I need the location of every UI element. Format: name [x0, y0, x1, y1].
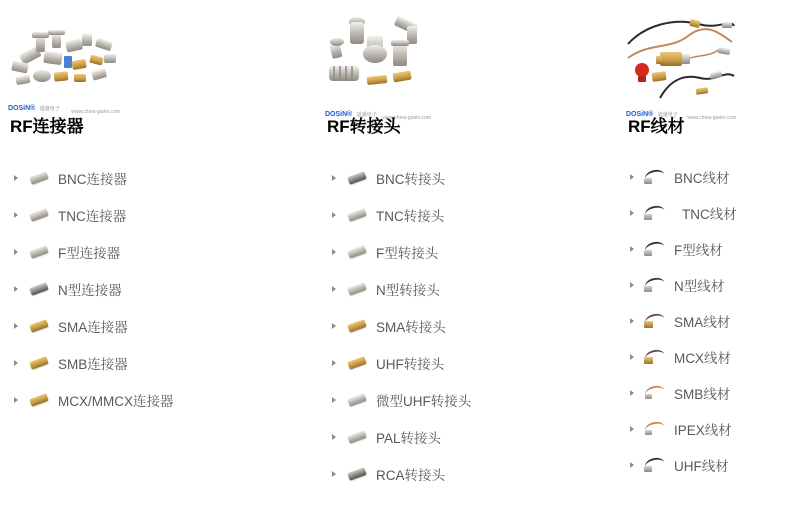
list-item-n-adapter[interactable] — [325, 270, 615, 307]
item-thumbnail — [344, 205, 370, 225]
item-thumbnail — [642, 203, 668, 223]
chevron-right-icon — [332, 397, 336, 403]
chevron-right-icon — [630, 246, 634, 252]
rf-adapters-collage-image — [325, 14, 431, 100]
chevron-right-icon — [14, 323, 18, 329]
item-thumbnail — [26, 316, 52, 336]
dosin-logo: DOSiN® — [325, 111, 353, 118]
item-label: TNC线材 — [682, 207, 737, 222]
chevron-right-icon — [332, 175, 336, 181]
chevron-right-icon — [14, 212, 18, 218]
dosin-logo-cn: 道盛电子 — [356, 112, 377, 118]
list-item-mcx-cable[interactable] — [626, 339, 796, 375]
rf-connectors-collage-image — [8, 26, 120, 94]
list-item-uhf-adapter[interactable] — [325, 344, 615, 381]
item-thumbnail — [344, 390, 370, 410]
item-thumbnail — [26, 168, 52, 188]
item-label: PAL转接头 — [376, 430, 442, 446]
dosin-logo-cn: 道盛电子 — [657, 112, 678, 118]
item-thumbnail — [642, 167, 668, 187]
item-thumbnail — [26, 242, 52, 262]
item-label: N型连接器 — [58, 282, 122, 298]
list-item-f-connector[interactable] — [8, 233, 308, 270]
rf-adapters-list — [325, 159, 615, 492]
item-label: IPEX线材 — [674, 423, 732, 438]
list-item-bnc-cable[interactable] — [626, 159, 796, 195]
category-column-rf-adapters — [325, 0, 615, 512]
item-label: SMA线材 — [674, 315, 731, 330]
dosin-logo-cn: 道盛电子 — [39, 106, 60, 112]
list-item-sma-connector[interactable] — [8, 307, 308, 344]
item-label: SMA转接头 — [376, 319, 446, 335]
category-title-rf-cables[interactable]: RF线材 — [628, 117, 685, 136]
item-label: UHF转接头 — [376, 356, 445, 372]
list-item-pal-adapter[interactable] — [325, 418, 615, 455]
item-thumbnail — [344, 316, 370, 336]
item-thumbnail — [26, 205, 52, 225]
chevron-right-icon — [630, 282, 634, 288]
list-item-uhf-cable[interactable] — [626, 447, 796, 483]
list-item-n-cable[interactable] — [626, 267, 796, 303]
item-label: 微型UHF转接头 — [376, 393, 472, 409]
item-label: TNC转接头 — [376, 208, 445, 224]
chevron-right-icon — [630, 354, 634, 360]
category-photo-rf-connectors[interactable] — [8, 26, 120, 115]
dosin-logo: DOSiN® — [8, 105, 36, 112]
list-item-tnc-adapter[interactable] — [325, 196, 615, 233]
list-item-smb-cable[interactable] — [626, 375, 796, 411]
item-thumbnail — [26, 279, 52, 299]
item-thumbnail — [26, 390, 52, 410]
category-column-rf-cables — [626, 0, 796, 512]
item-thumbnail — [344, 427, 370, 447]
item-thumbnail — [344, 464, 370, 484]
item-label: BNC转接头 — [376, 171, 446, 187]
rf-cables-list — [626, 159, 796, 483]
item-thumbnail — [344, 353, 370, 373]
chevron-right-icon — [630, 426, 634, 432]
chevron-right-icon — [332, 212, 336, 218]
brand-url: www.china-gaoin.com — [71, 109, 120, 115]
rf-connectors-list — [8, 159, 308, 418]
category-title-rf-connectors[interactable]: RF连接器 — [10, 117, 84, 136]
list-item-sma-adapter[interactable] — [325, 307, 615, 344]
chevron-right-icon — [630, 462, 634, 468]
chevron-right-icon — [332, 323, 336, 329]
category-column-rf-connectors — [8, 0, 308, 512]
item-label: BNC连接器 — [58, 171, 128, 187]
item-label: F型转接头 — [376, 245, 439, 261]
list-item-f-adapter[interactable] — [325, 233, 615, 270]
chevron-right-icon — [14, 397, 18, 403]
item-thumbnail — [642, 239, 668, 259]
list-item-tnc-connector[interactable] — [8, 196, 308, 233]
item-thumbnail — [642, 275, 668, 295]
rf-cables-collage-image — [626, 14, 736, 100]
item-label: SMB连接器 — [58, 356, 128, 372]
list-item-f-cable[interactable] — [626, 231, 796, 267]
item-label: SMA连接器 — [58, 319, 128, 335]
chevron-right-icon — [332, 249, 336, 255]
chevron-right-icon — [332, 360, 336, 366]
chevron-right-icon — [14, 249, 18, 255]
item-thumbnail — [642, 347, 668, 367]
chevron-right-icon — [14, 360, 18, 366]
chevron-right-icon — [630, 210, 634, 216]
list-item-n-connector[interactable] — [8, 270, 308, 307]
chevron-right-icon — [630, 318, 634, 324]
item-label: F型线材 — [674, 243, 723, 258]
list-item-tnc-cable[interactable] — [626, 195, 796, 231]
list-item-sma-cable[interactable] — [626, 303, 796, 339]
brand-url: www.china-gaoin.com — [382, 115, 431, 121]
category-title-rf-adapters[interactable]: RF转接头 — [327, 117, 401, 136]
chevron-right-icon — [332, 286, 336, 292]
item-label: MCX/MMCX连接器 — [58, 393, 174, 409]
list-item-mini-uhf-adapter[interactable] — [325, 381, 615, 418]
item-thumbnail — [344, 242, 370, 262]
chevron-right-icon — [14, 286, 18, 292]
item-thumbnail — [642, 311, 668, 331]
chevron-right-icon — [14, 175, 18, 181]
list-item-bnc-adapter[interactable] — [325, 159, 615, 196]
item-thumbnail — [642, 383, 668, 403]
dosin-logo: DOSiN® — [626, 111, 654, 118]
list-item-ipex-cable[interactable] — [626, 411, 796, 447]
item-thumbnail — [344, 168, 370, 188]
category-photo-rf-cables[interactable] — [626, 14, 736, 121]
item-thumbnail — [642, 419, 668, 439]
list-item-mcx-mmcx-connector[interactable] — [8, 381, 308, 418]
chevron-right-icon — [630, 174, 634, 180]
item-thumbnail — [26, 353, 52, 373]
category-photo-rf-adapters[interactable] — [325, 14, 431, 121]
item-label: N型转接头 — [376, 282, 440, 298]
brand-url: www.china-gaoin.com — [687, 115, 736, 121]
chevron-right-icon — [332, 434, 336, 440]
item-label: N型线材 — [674, 279, 725, 294]
item-label: UHF线材 — [674, 459, 729, 474]
item-label: TNC连接器 — [58, 208, 127, 224]
list-item-rca-adapter[interactable] — [325, 455, 615, 492]
item-thumbnail — [642, 455, 668, 475]
item-label: SMB线材 — [674, 387, 731, 402]
item-label: RCA转接头 — [376, 467, 446, 483]
chevron-right-icon — [332, 471, 336, 477]
list-item-smb-connector[interactable] — [8, 344, 308, 381]
chevron-right-icon — [630, 390, 634, 396]
list-item-bnc-connector[interactable] — [8, 159, 308, 196]
item-thumbnail — [344, 279, 370, 299]
item-label: F型连接器 — [58, 245, 121, 261]
item-label: BNC线材 — [674, 171, 730, 186]
item-label: MCX线材 — [674, 351, 731, 366]
